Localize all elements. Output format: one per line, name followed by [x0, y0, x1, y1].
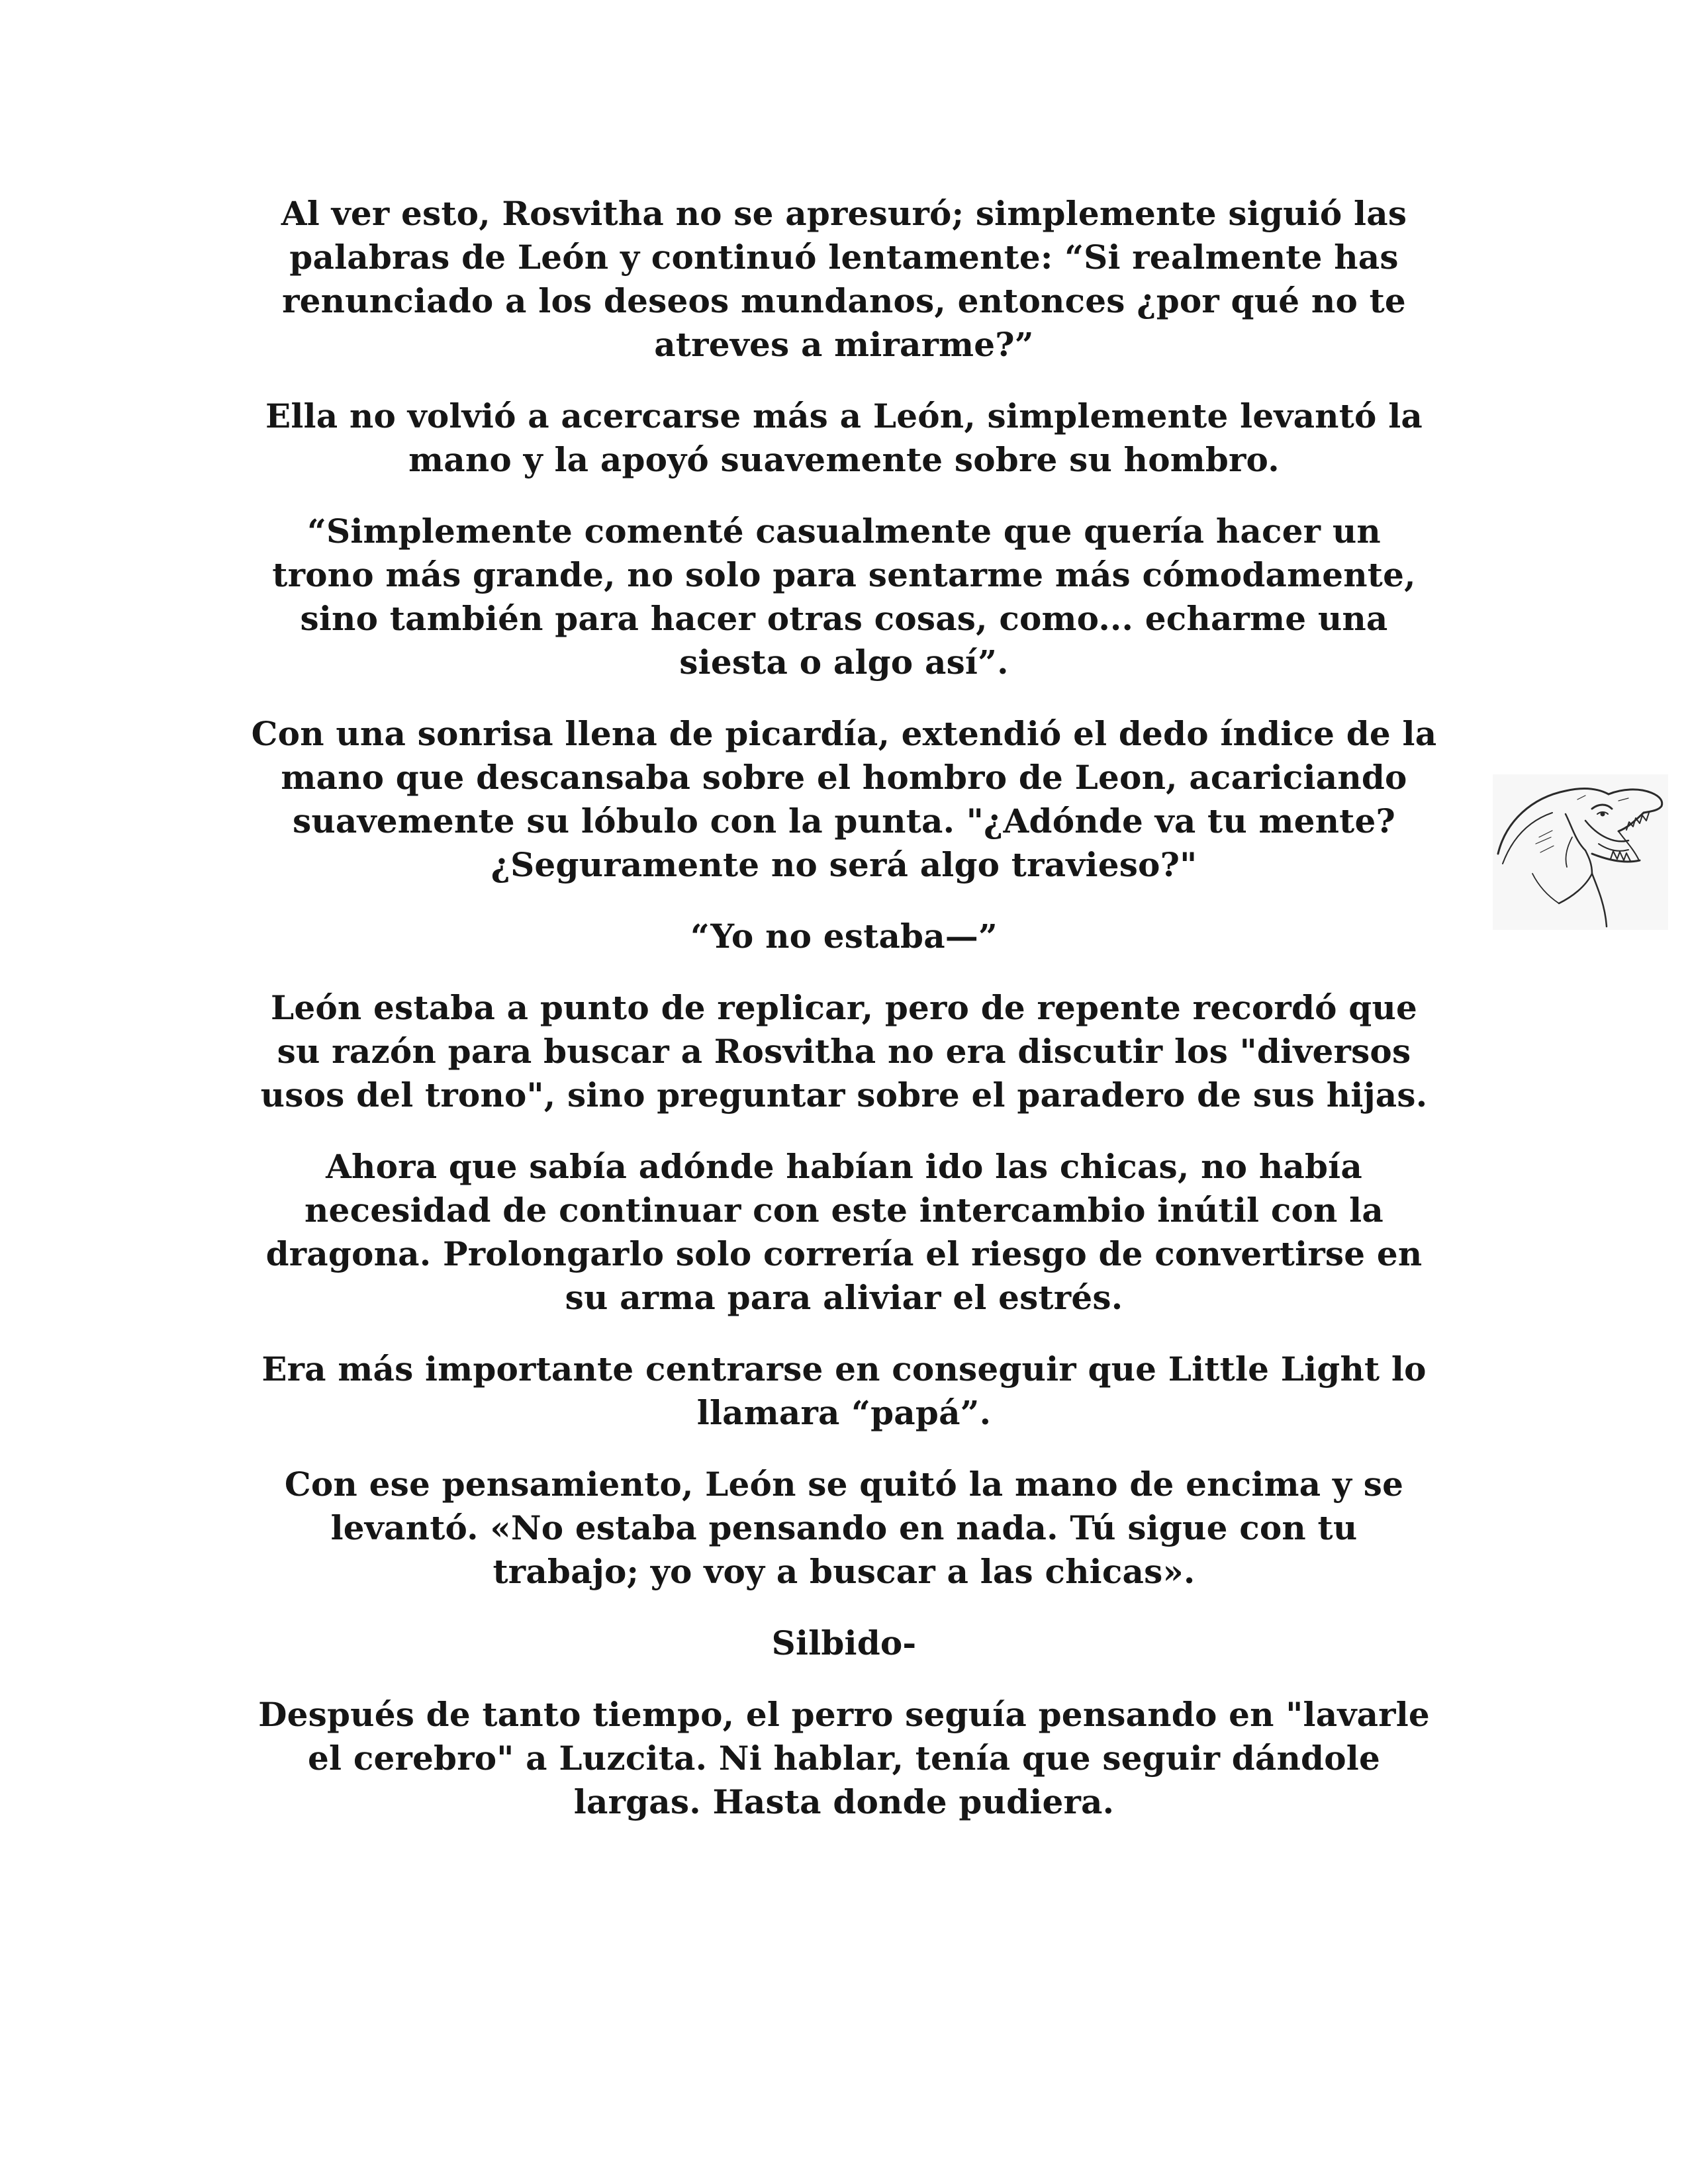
- paragraph-2: Ella no volvió a acercarse más a León, simplemente levantó la mano y la apoyó suavemente sobre su hombro.: [265, 396, 1423, 479]
- paragraph-9: Con ese pensamiento, León se quitó la mano de encima y se levantó. «No estaba pensando en nada. Tú sigue con tu trabajo; yo voy a buscar a las chicas».: [284, 1465, 1404, 1591]
- paragraph-8: Era más importante centrarse en conseguir que Little Light lo llamara “papá”.: [261, 1349, 1427, 1432]
- paragraph-1: Al ver esto, Rosvitha no se apresuró; simplemente siguió las palabras de León y continuó lentamente: “Si realmente has renunciado a los deseos mundanos, entonces ¿por qué no te atreves a mirarme?”: [281, 194, 1407, 364]
- paragraph-6: León estaba a punto de replicar, pero de repente recordó que su razón para buscar a Rosvitha no era discutir los "diversos usos del trono", sino preguntar sobre el paradero de sus hijas.: [260, 988, 1428, 1115]
- paragraph-7: Ahora que sabía adónde habían ido las chicas, no había necesidad de continuar con este intercambio inútil con la dragona. Prolongarlo solo correría el riesgo de convertirse en su arma para aliviar el estrés.: [265, 1147, 1423, 1317]
- paragraph-4: Con una sonrisa llena de picardía, extendió el dedo índice de la mano que descansaba sobre el hombro de Leon, acariciando suavemente su lóbulo con la punta. "¿Adónde va tu mente? ¿Seguramente no será algo travieso?": [251, 714, 1437, 884]
- story-text: [218, 192, 1470, 1852]
- paragraph-5: “Yo no estaba—”: [690, 917, 998, 956]
- paragraph-10: Silbido-: [771, 1623, 917, 1662]
- paragraph-11: Después de tanto tiempo, el perro seguía pensando en "lavarle el cerebro" a Luzcita. Ni hablar, tenía que seguir dándole largas. Hasta donde pudiera.: [258, 1695, 1430, 1821]
- dinosaur-head-sketch-icon: [1493, 774, 1668, 930]
- paragraph-3: “Simplemente comenté casualmente que quería hacer un trono más grande, no solo para sentarme más cómodamente, sino también para hacer otras cosas, como... echarme una siesta o algo así”.: [272, 512, 1416, 682]
